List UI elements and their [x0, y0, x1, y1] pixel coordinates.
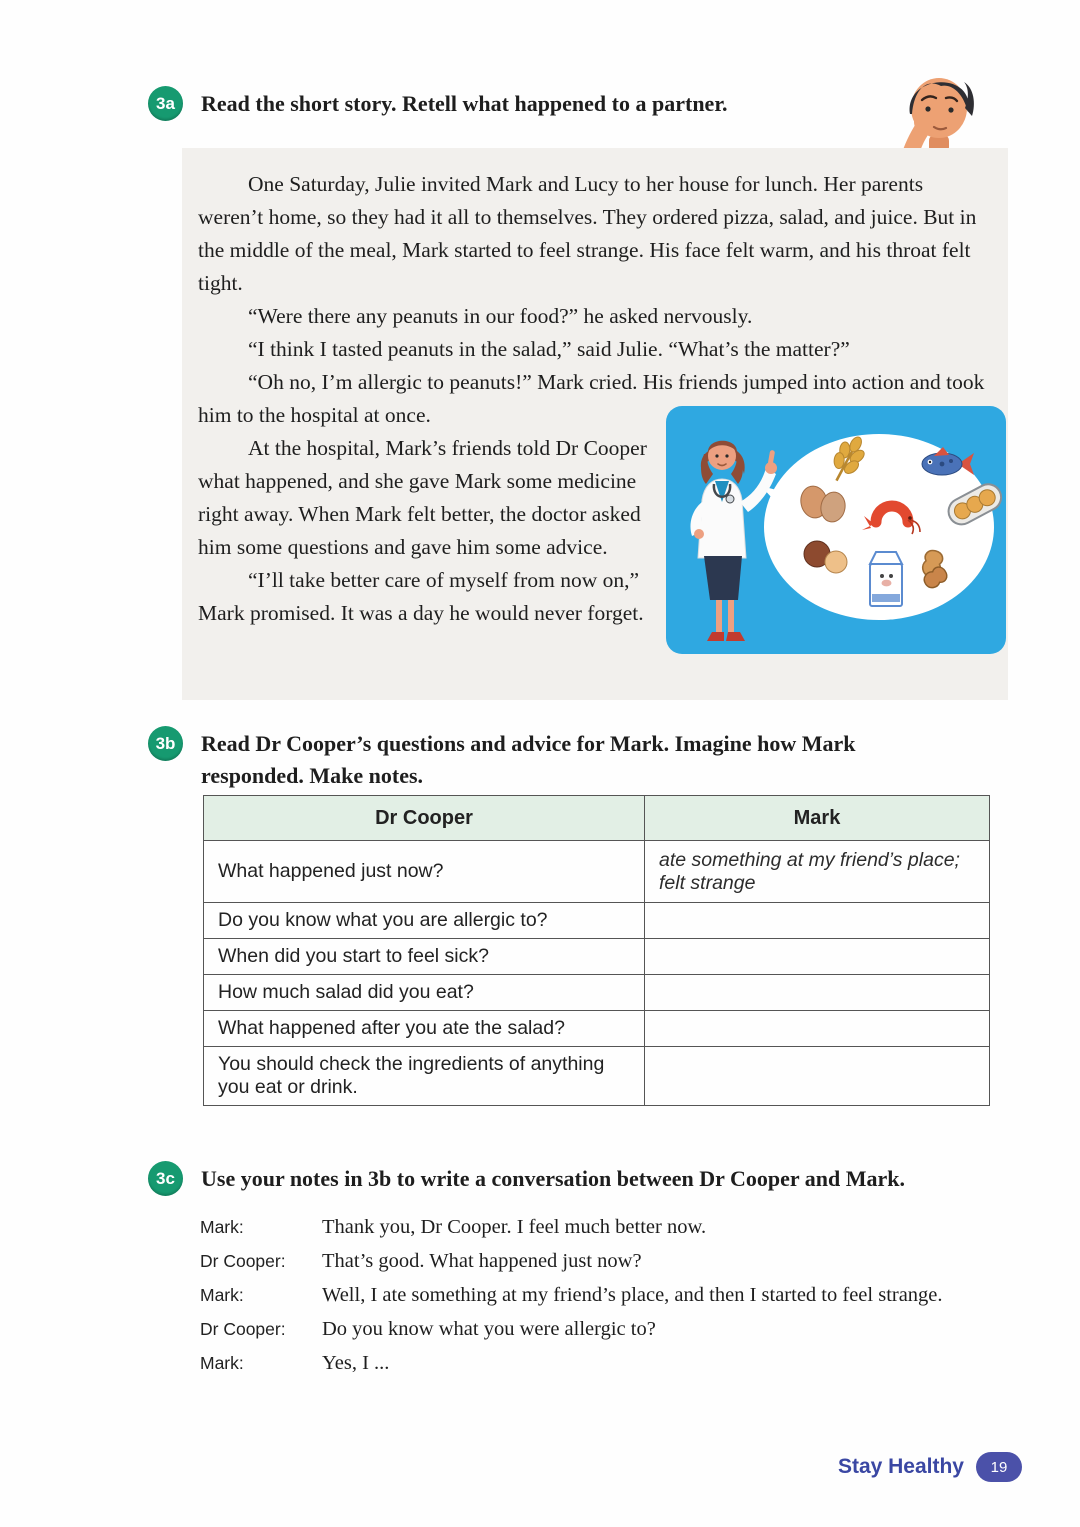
story-paragraph: “Were there any peanuts in our food?” he asked nervously.: [248, 304, 753, 328]
question-cell: What happened just now?: [204, 841, 645, 903]
dialogue-line: Thank you, Dr Cooper. I feel much better now.: [322, 1216, 707, 1238]
speaker-label: Mark:: [200, 1285, 244, 1305]
exercise-3b-header: [148, 728, 948, 792]
milk-icon: [870, 552, 902, 606]
story-paragraph: “I think I tasted peanuts in the salad,” said Julie. “What’s the matter?”: [248, 337, 850, 361]
exercise-3b-title: Read Dr Cooper’s questions and advice for Mark. Imagine how Mark responded. Make notes.: [201, 731, 856, 788]
doctor-allergens-illustration: [666, 406, 1006, 654]
exercise-badge-3c: 3c: [148, 1161, 183, 1196]
answer-cell: [645, 1047, 990, 1106]
speaker-label: Dr Cooper:: [200, 1251, 286, 1271]
question-cell: How much salad did you eat?: [204, 975, 645, 1011]
exercise-3c-title: Use your notes in 3b to write a conversation between Dr Cooper and Mark.: [201, 1166, 905, 1191]
speaker-label: Mark:: [200, 1353, 244, 1373]
answer-cell: [645, 903, 990, 939]
answer-cell: ate something at my friend’s place; felt strange: [645, 841, 990, 903]
dialogue-line: Yes, I ...: [322, 1352, 390, 1374]
exercise-badge-3a: 3a: [148, 86, 183, 121]
speaker-label: Mark:: [200, 1217, 244, 1237]
dialogue-line: That’s good. What happened just now?: [322, 1250, 642, 1272]
story-box: [182, 148, 1008, 700]
dialogue-line: Well, I ate something at my friend’s place, and then I started to feel strange.: [322, 1284, 943, 1306]
table-row: [204, 939, 990, 975]
question-cell: What happened after you ate the salad?: [204, 1011, 645, 1047]
question-cell: You should check the ingredients of anything you eat or drink.: [204, 1047, 645, 1106]
page-footer: [838, 1452, 1022, 1482]
answer-cell: [645, 1011, 990, 1047]
table-row: [204, 1011, 990, 1047]
question-cell: Do you know what you are allergic to?: [204, 903, 645, 939]
page-number-badge: 19: [976, 1452, 1022, 1482]
table-header-row: [204, 796, 990, 841]
column-header-dr-cooper: Dr Cooper: [204, 796, 645, 841]
story-paragraph: “I’ll take better care of myself from now on,” Mark promised. It was a day he would never forget.: [198, 568, 644, 625]
speaker-label: Dr Cooper:: [200, 1319, 286, 1339]
notes-table: [203, 795, 990, 1106]
story-paragraph: “Oh no, I’m allergic to peanuts!” Mark cried. His friends jumped into action and took him to the hospital at once.: [198, 370, 985, 427]
answer-cell: [645, 939, 990, 975]
column-header-mark: Mark: [645, 796, 990, 841]
dialogue-line: Do you know what you were allergic to?: [322, 1318, 656, 1340]
table-row: [204, 903, 990, 939]
question-cell: When did you start to feel sick?: [204, 939, 645, 975]
table-row: [204, 975, 990, 1011]
story-paragraph: One Saturday, Julie invited Mark and Lucy to her house for lunch. Her parents weren’t home, so they had it all to themselves. They ordered pizza, salad, and juice. But in the middle of the meal, Mark started to feel strange. His face felt warm, and his throat felt tight.: [198, 172, 977, 295]
unit-title: Stay Healthy: [837, 1455, 964, 1478]
conversation-block: [200, 1210, 1012, 1380]
exercise-badge-3b: 3b: [148, 726, 183, 761]
exercise-3a-title: Read the short story. Retell what happened to a partner.: [201, 91, 728, 116]
table-row: [204, 841, 990, 903]
table-row: [204, 1047, 990, 1106]
exercise-3a-header: [148, 88, 908, 121]
answer-cell: [645, 975, 990, 1011]
story-paragraph: At the hospital, Mark’s friends told Dr Cooper what happened, and she gave Mark some medicine right away. When Mark felt better, the doctor asked him some questions and gave him some advice.: [198, 436, 647, 559]
exercise-3c-header: [148, 1163, 1028, 1196]
